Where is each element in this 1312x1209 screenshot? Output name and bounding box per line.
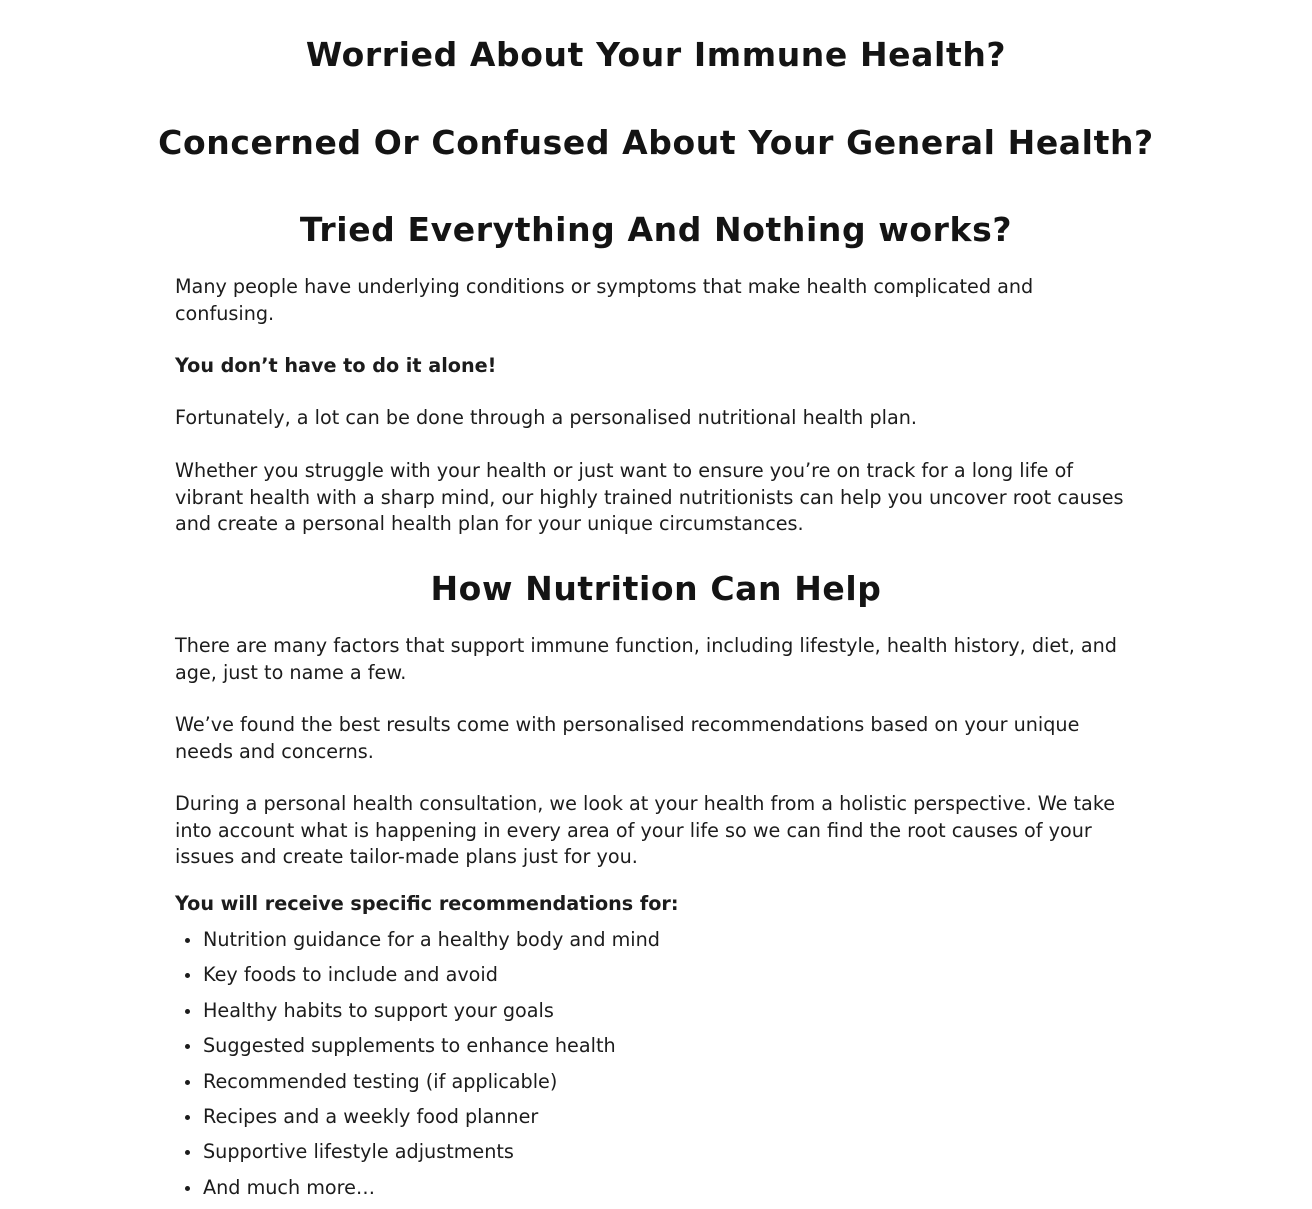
list-item bbox=[175, 1103, 1075, 1138]
intro-whether-paragraph: Whether you struggle with your health or just want to ensure you’re on track for a long life of vibrant health with a sharp mind, our highly trained nutritionists can help you uncover root causes and create a personal health plan for your unique circumstances. bbox=[175, 459, 1124, 535]
list-item-text: Recommended testing (if applicable) bbox=[203, 1069, 558, 1093]
list-item bbox=[175, 1138, 1075, 1173]
list-item bbox=[175, 961, 1075, 996]
bullet-icon bbox=[185, 1115, 190, 1120]
bullet-icon bbox=[185, 1080, 190, 1085]
help-factors-paragraph: There are many factors that support immune function, including lifestyle, health history, diet, and age, just to name a few. bbox=[175, 634, 1117, 684]
list-item bbox=[175, 997, 1075, 1032]
heading-immune-health: Worried About Your Immune Health? bbox=[305, 35, 1007, 74]
list-item-text: Nutrition guidance for a healthy body and mind bbox=[203, 928, 660, 951]
heading-general-health: Concerned Or Confused About Your General Health? bbox=[158, 123, 1154, 162]
bullet-icon bbox=[185, 1186, 190, 1191]
help-results-paragraph: We’ve found the best results come with personalised recommendations based on your unique needs and concerns. bbox=[175, 713, 1080, 763]
list-item bbox=[175, 1174, 1075, 1209]
list-item bbox=[175, 926, 1075, 961]
recommendations-title: You will receive specific recommendations for: bbox=[175, 892, 679, 915]
heading-how-nutrition-can-help: How Nutrition Can Help bbox=[430, 569, 882, 608]
heading-tried-everything: Tried Everything And Nothing works? bbox=[299, 210, 1013, 249]
list-item bbox=[175, 1032, 1075, 1067]
list-item-text: Recipes and a weekly food planner bbox=[203, 1104, 539, 1128]
list-item-text: And much more… bbox=[203, 1175, 376, 1199]
list-item-text: Suggested supplements to enhance health bbox=[203, 1034, 616, 1058]
list-item-text: Healthy habits to support your goals bbox=[203, 998, 554, 1022]
intro-paragraph: Many people have underlying conditions or symptoms that make health complicated and confusing. bbox=[175, 275, 1034, 325]
intro-fortunately-paragraph: Fortunately, a lot can be done through a personalised nutritional health plan. bbox=[175, 406, 917, 429]
bullet-icon bbox=[185, 1044, 190, 1049]
recommendations-list bbox=[175, 926, 1075, 1209]
list-item-text: Key foods to include and avoid bbox=[203, 963, 498, 987]
list-item-text: Supportive lifestyle adjustments bbox=[203, 1140, 514, 1164]
bullet-icon bbox=[185, 1009, 190, 1014]
list-item bbox=[175, 1068, 1075, 1103]
intro-callout: You don’t have to do it alone! bbox=[175, 354, 497, 377]
bullet-icon bbox=[185, 938, 190, 943]
bullet-icon bbox=[185, 1150, 190, 1155]
help-consultation-paragraph: During a personal health consultation, we look at your health from a holistic perspective. We take into account what is happening in every area of your life so we can find the root causes of your issues and create tailor-made plans just for you. bbox=[175, 792, 1116, 868]
bullet-icon bbox=[185, 973, 190, 978]
